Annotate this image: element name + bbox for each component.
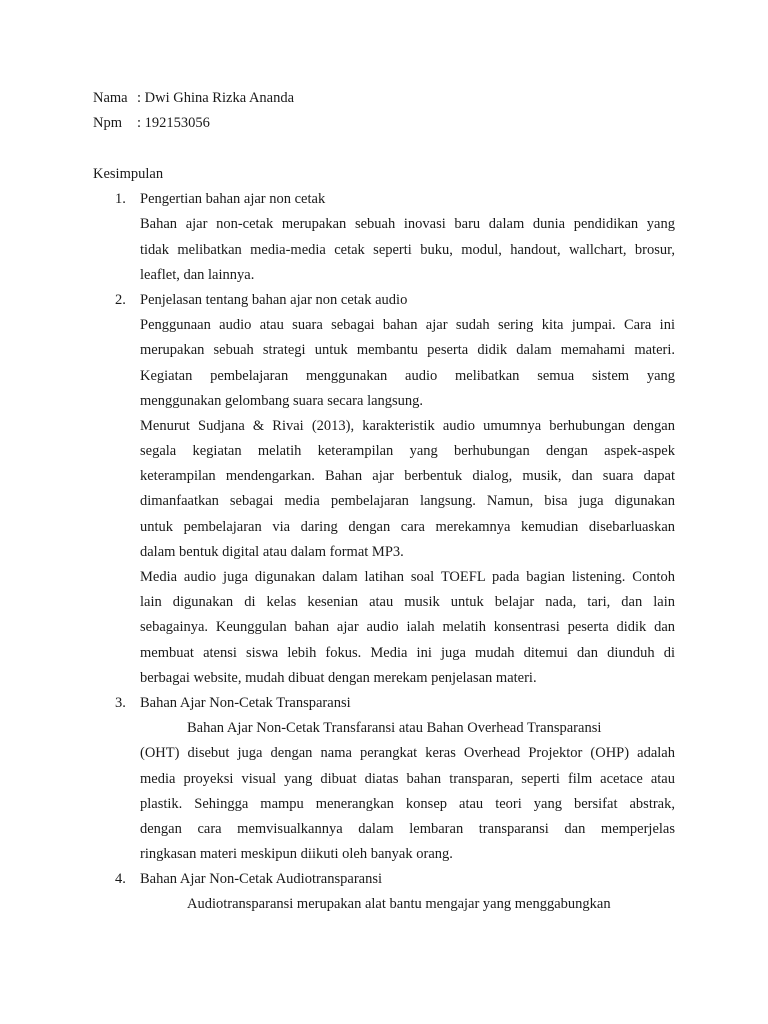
body-line: dalam bentuk digital atau dalam format MP3. xyxy=(140,543,404,560)
list-item-2 xyxy=(93,288,675,691)
list-item-number: 2. xyxy=(115,291,126,308)
body-line: Bahan ajar non-cetak merupakan sebuah inovasi baru dalam dunia pendidikan yang xyxy=(140,216,675,233)
name-value: : Dwi Ghina Rizka Ananda xyxy=(137,90,295,106)
list-item-title xyxy=(93,691,675,716)
npm-row xyxy=(93,111,675,136)
body-line: merupakan sebuah strategi untuk membantu peserta didik dalam memahami materi. xyxy=(140,342,675,359)
list-item-title-text: Penjelasan tentang bahan ajar non cetak audio xyxy=(140,291,408,308)
body-line: media proyeksi visual yang dibuat diatas bahan transparan, seperti film acetace atau xyxy=(140,770,675,787)
body-line: Bahan Ajar Non-Cetak Transfaransi atau Bahan Overhead Transparansi xyxy=(187,720,602,737)
body-line: lain digunakan di kelas kesenian atau musik untuk belajar nada, tari, dan lain xyxy=(140,594,675,611)
document-page xyxy=(93,86,675,918)
list-item-3 xyxy=(93,691,675,867)
list-item-title xyxy=(93,867,675,892)
list-item-title-text: Bahan Ajar Non-Cetak Audiotransparansi xyxy=(140,871,383,888)
list-item-title xyxy=(93,187,675,212)
body-line: menggunakan gelombang suara secara langsung. xyxy=(140,392,424,409)
body-line: membuat atensi siswa lebih fokus. Media ini juga mudah ditemui dan diunduh di xyxy=(140,644,675,661)
body-line: Media audio juga digunakan dalam latihan soal TOEFL pada bagian listening. Contoh xyxy=(140,569,675,585)
body-line: untuk pembelajaran via daring dengan cara merekamnya kemudian disebarluaskan xyxy=(140,518,675,535)
body-line: (OHT) disebut juga dengan nama perangkat keras Overhead Projektor (OHP) adalah xyxy=(140,745,675,762)
list-item-title xyxy=(93,288,675,313)
body-line: Penggunaan audio atau suara sebagai bahan ajar sudah sering kita jumpai. Cara ini xyxy=(140,317,675,334)
list-item-body xyxy=(93,716,675,867)
name-label: Nama xyxy=(93,90,128,106)
list-item-number: 3. xyxy=(115,694,126,711)
body-line: sebagainya. Keunggulan bahan ajar audio ialah melatih konsentrasi peserta didik dan xyxy=(140,619,675,636)
list-item-title-text: Bahan Ajar Non-Cetak Transparansi xyxy=(140,694,351,711)
npm-value: : 192153056 xyxy=(137,115,210,131)
body-line: dengan cara memvisualkannya dalam lembaran transparansi dan memperjelas xyxy=(140,820,675,837)
body-line: keterampilan mendengarkan. Bahan ajar berbentuk dialog, musik, dan suara dapat xyxy=(140,468,675,485)
body-line: tidak melibatkan media-media cetak seperti buku, modul, handout, wallchart, brosur, xyxy=(140,241,675,258)
list-item-number: 4. xyxy=(115,871,126,888)
body-line: dimanfaatkan sebagai media pembelajaran langsung. Namun, bisa juga digunakan xyxy=(140,493,675,510)
list-item-body xyxy=(93,313,675,691)
body-line: berbagai website, mudah dibuat dengan merekam penjelasan materi. xyxy=(140,669,537,686)
body-line: segala kegiatan melatih keterampilan yang berhubungan dengan aspek-aspek xyxy=(140,443,675,460)
body-line: Menurut Sudjana & Rivai (2013), karakteristik audio umumnya berhubungan dengan xyxy=(140,417,675,434)
list-item-1 xyxy=(93,187,675,288)
body-line: Kegiatan pembelajaran menggunakan audio melibatkan semua sistem yang xyxy=(140,367,675,384)
npm-label: Npm xyxy=(93,115,122,131)
list-item-body xyxy=(93,212,675,288)
body-line: plastik. Sehingga mampu menerangkan konsep atau teori yang bersifat abstrak, xyxy=(140,795,675,812)
body-line: ringkasan materi meskipun diikuti oleh banyak orang. xyxy=(140,846,453,863)
list-item-title-text: Pengertian bahan ajar non cetak xyxy=(140,191,326,208)
section-heading: Kesimpulan xyxy=(93,166,164,182)
list-item-number: 1. xyxy=(115,191,126,208)
list-item-4 xyxy=(93,867,675,917)
body-line: leaflet, dan lainnya. xyxy=(140,266,255,283)
body-line: Audiotransparansi merupakan alat bantu mengajar yang menggabungkan xyxy=(187,896,611,913)
list-item-body xyxy=(93,892,675,917)
name-row xyxy=(93,86,675,111)
